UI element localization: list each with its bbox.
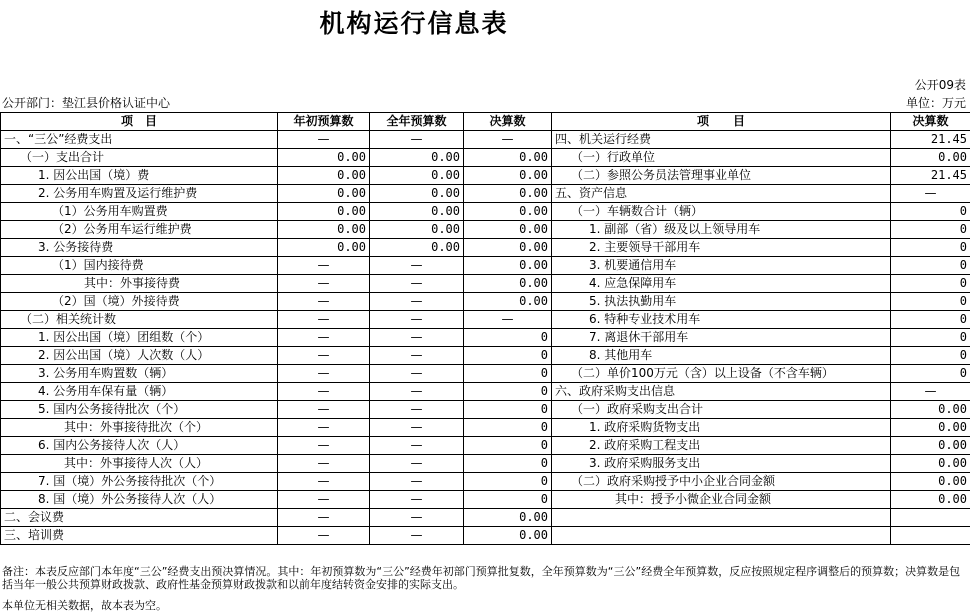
row-full-budget: — (370, 401, 464, 419)
row-final: 0 (464, 329, 552, 347)
row-item: （一）支出合计 (1, 149, 278, 167)
row-initial-budget: — (278, 491, 370, 509)
row-full-budget: — (370, 275, 464, 293)
row-final: 0.00 (464, 221, 552, 239)
row-item-right: （一）政府采购支出合计 (552, 401, 891, 419)
row-item-right: 7. 离退休干部用车 (552, 329, 891, 347)
row-item: 8. 国（境）外公务接待人次（人） (1, 491, 278, 509)
note-text: 备注：本表反应部门本年度“三公”经费支出预决算情况。其中：年初预算数为“三公”经费年初部门预算批复数，全年预算数为“三公”经费全年预算数，反应按照规定程序调整后的预算数；决算数是包括当年一般公共预算财政拨款、政府性基金预算财政拨款和以前年度结转资金安排的实际支出。 (2, 565, 961, 591)
table-row (1, 185, 970, 203)
row-final-right: 0.00 (891, 149, 970, 167)
row-item: 三、培训费 (1, 527, 278, 545)
row-item: 2. 公务用车购置及运行维护费 (1, 185, 278, 203)
row-initial-budget: 0.00 (278, 185, 370, 203)
row-initial-budget: — (278, 401, 370, 419)
row-item-right: 6. 特种专业技术用车 (552, 311, 891, 329)
table-body (1, 131, 970, 545)
row-item-right: 2. 政府采购工程支出 (552, 437, 891, 455)
row-full-budget: — (370, 131, 464, 149)
table-row (1, 293, 970, 311)
table-row (1, 455, 970, 473)
row-final: 0.00 (464, 509, 552, 527)
row-full-budget: — (370, 509, 464, 527)
row-final-right: 0.00 (891, 437, 970, 455)
row-initial-budget: — (278, 419, 370, 437)
row-item-right: 1. 副部（省）级及以上领导用车 (552, 221, 891, 239)
table-row (1, 491, 970, 509)
header-final-right: 决算数 (891, 113, 970, 131)
row-item: 6. 国内公务接待人次（人） (1, 437, 278, 455)
row-full-budget: 0.00 (370, 221, 464, 239)
row-initial-budget: — (278, 383, 370, 401)
row-final: — (464, 311, 552, 329)
row-initial-budget: — (278, 311, 370, 329)
row-initial-budget: — (278, 527, 370, 545)
row-item: 其中：外事接待批次（个） (1, 419, 278, 437)
row-item: （1）公务用车购置费 (1, 203, 278, 221)
table-row (1, 257, 970, 275)
row-final: 0.00 (464, 149, 552, 167)
row-item-right: （一）车辆数合计（辆） (552, 203, 891, 221)
table-row (1, 221, 970, 239)
header-item-right: 项 目 (552, 113, 891, 131)
row-final: 0 (464, 347, 552, 365)
row-final-right: 0 (891, 257, 970, 275)
row-full-budget: — (370, 293, 464, 311)
table-row (1, 401, 970, 419)
row-item-right (552, 527, 891, 545)
row-full-budget: — (370, 437, 464, 455)
row-full-budget: — (370, 257, 464, 275)
row-final-right: 0.00 (891, 401, 970, 419)
row-final: — (464, 131, 552, 149)
table-header-row (1, 113, 970, 131)
table-row (1, 347, 970, 365)
table-row (1, 419, 970, 437)
row-final-right: 0 (891, 275, 970, 293)
row-initial-budget: 0.00 (278, 149, 370, 167)
page-title: 机构运行信息表 (319, 9, 509, 38)
row-item: 3. 公务用车购置数（辆） (1, 365, 278, 383)
row-final: 0 (464, 365, 552, 383)
row-final: 0 (464, 491, 552, 509)
row-final-right: — (891, 185, 970, 203)
row-full-budget: 0.00 (370, 239, 464, 257)
row-item: 2. 因公出国（境）人次数（人） (1, 347, 278, 365)
row-initial-budget: — (278, 437, 370, 455)
row-full-budget: — (370, 527, 464, 545)
row-initial-budget: — (278, 473, 370, 491)
row-final-right: 0 (891, 203, 970, 221)
row-full-budget: 0.00 (370, 203, 464, 221)
row-initial-budget: 0.00 (278, 221, 370, 239)
table-row (1, 167, 970, 185)
header-initial-budget: 年初预算数 (278, 113, 370, 131)
table-row (1, 239, 970, 257)
unit-label: 单位：万元 (905, 96, 966, 110)
row-item-right: 其中：授予小微企业合同金额 (552, 491, 891, 509)
row-final: 0.00 (464, 275, 552, 293)
row-initial-budget: — (278, 293, 370, 311)
table-row (1, 203, 970, 221)
row-final: 0.00 (464, 239, 552, 257)
row-final-right: 0.00 (891, 455, 970, 473)
row-final-right: 0 (891, 365, 970, 383)
row-final: 0.00 (464, 167, 552, 185)
row-full-budget: — (370, 473, 464, 491)
table-row (1, 437, 970, 455)
table-row (1, 473, 970, 491)
row-item-right: 2. 主要领导干部用车 (552, 239, 891, 257)
row-item: （二）相关统计数 (1, 311, 278, 329)
row-full-budget: — (370, 491, 464, 509)
row-full-budget: — (370, 329, 464, 347)
row-item: 3. 公务接待费 (1, 239, 278, 257)
row-initial-budget: — (278, 347, 370, 365)
row-final-right: 0 (891, 293, 970, 311)
row-final: 0.00 (464, 257, 552, 275)
table-row (1, 527, 970, 545)
row-final: 0 (464, 401, 552, 419)
table-row (1, 149, 970, 167)
row-final: 0 (464, 455, 552, 473)
row-final: 0 (464, 383, 552, 401)
header-full-budget: 全年预算数 (370, 113, 464, 131)
table-row (1, 275, 970, 293)
row-item: （1）国内接待费 (1, 257, 278, 275)
row-final-right: 0 (891, 221, 970, 239)
row-initial-budget: — (278, 329, 370, 347)
row-initial-budget: — (278, 257, 370, 275)
row-item: 1. 因公出国（境）费 (1, 167, 278, 185)
row-initial-budget: — (278, 455, 370, 473)
row-initial-budget: 0.00 (278, 203, 370, 221)
row-item: 7. 国（境）外公务接待批次（个） (1, 473, 278, 491)
row-final-right: 0 (891, 311, 970, 329)
row-full-budget: 0.00 (370, 185, 464, 203)
row-final-right: 0 (891, 239, 970, 257)
row-initial-budget: — (278, 131, 370, 149)
row-final-right: — (891, 383, 970, 401)
row-final-right: 21.45 (891, 131, 970, 149)
row-item-right: 六、政府采购支出信息 (552, 383, 891, 401)
row-full-budget: — (370, 383, 464, 401)
row-item-right: （二）政府采购授予中小企业合同金额 (552, 473, 891, 491)
header-item: 项 目 (1, 113, 278, 131)
row-final-right (891, 527, 970, 545)
header-final: 决算数 (464, 113, 552, 131)
row-item-right: 3. 政府采购服务支出 (552, 455, 891, 473)
row-initial-budget: 0.00 (278, 167, 370, 185)
row-item: 4. 公务用车保有量（辆） (1, 383, 278, 401)
row-final: 0.00 (464, 185, 552, 203)
row-initial-budget: — (278, 509, 370, 527)
table-row (1, 311, 970, 329)
row-final-right (891, 509, 970, 527)
row-item: 二、会议费 (1, 509, 278, 527)
table-row (1, 131, 970, 149)
row-initial-budget: — (278, 365, 370, 383)
row-item-right: 1. 政府采购货物支出 (552, 419, 891, 437)
row-final: 0.00 (464, 293, 552, 311)
row-item-right (552, 509, 891, 527)
row-full-budget: — (370, 347, 464, 365)
row-final: 0 (464, 419, 552, 437)
row-final-right: 0.00 (891, 473, 970, 491)
row-item-right: （二）单价100万元（含）以上设备（不含车辆） (552, 365, 891, 383)
note-empty-text: 本单位无相关数据，故本表为空。 (2, 599, 167, 612)
row-initial-budget: — (278, 275, 370, 293)
department-label: 公开部门：垫江县价格认证中心 (2, 96, 171, 110)
row-item-right: 4. 应急保障用车 (552, 275, 891, 293)
row-item: 其中：外事接待费 (1, 275, 278, 293)
row-final-right: 0.00 (891, 491, 970, 509)
table-row (1, 383, 970, 401)
row-full-budget: 0.00 (370, 149, 464, 167)
row-full-budget: 0.00 (370, 167, 464, 185)
row-item-right: 四、机关运行经费 (552, 131, 891, 149)
info-table (0, 112, 970, 545)
row-item: （2）国（境）外接待费 (1, 293, 278, 311)
row-final-right: 0 (891, 347, 970, 365)
row-full-budget: — (370, 455, 464, 473)
row-item: 1. 因公出国（境）团组数（个） (1, 329, 278, 347)
row-item: 一、“三公”经费支出 (1, 131, 278, 149)
row-final: 0.00 (464, 203, 552, 221)
row-final: 0.00 (464, 527, 552, 545)
row-final-right: 0.00 (891, 419, 970, 437)
table-row (1, 365, 970, 383)
row-item-right: 5. 执法执勤用车 (552, 293, 891, 311)
row-item: 5. 国内公务接待批次（个） (1, 401, 278, 419)
row-final-right: 21.45 (891, 167, 970, 185)
row-full-budget: — (370, 365, 464, 383)
form-code: 公开09表 (914, 78, 966, 92)
row-item-right: 五、资产信息 (552, 185, 891, 203)
row-full-budget: — (370, 419, 464, 437)
row-item: （2）公务用车运行维护费 (1, 221, 278, 239)
row-item-right: （一）行政单位 (552, 149, 891, 167)
table-row (1, 509, 970, 527)
row-item-right: 3. 机要通信用车 (552, 257, 891, 275)
row-final-right: 0 (891, 329, 970, 347)
row-final: 0 (464, 473, 552, 491)
row-item-right: 8. 其他用车 (552, 347, 891, 365)
row-final: 0 (464, 437, 552, 455)
row-item-right: （二）参照公务员法管理事业单位 (552, 167, 891, 185)
row-full-budget: — (370, 311, 464, 329)
row-item: 其中：外事接待人次（人） (1, 455, 278, 473)
row-initial-budget: 0.00 (278, 239, 370, 257)
table-row (1, 329, 970, 347)
